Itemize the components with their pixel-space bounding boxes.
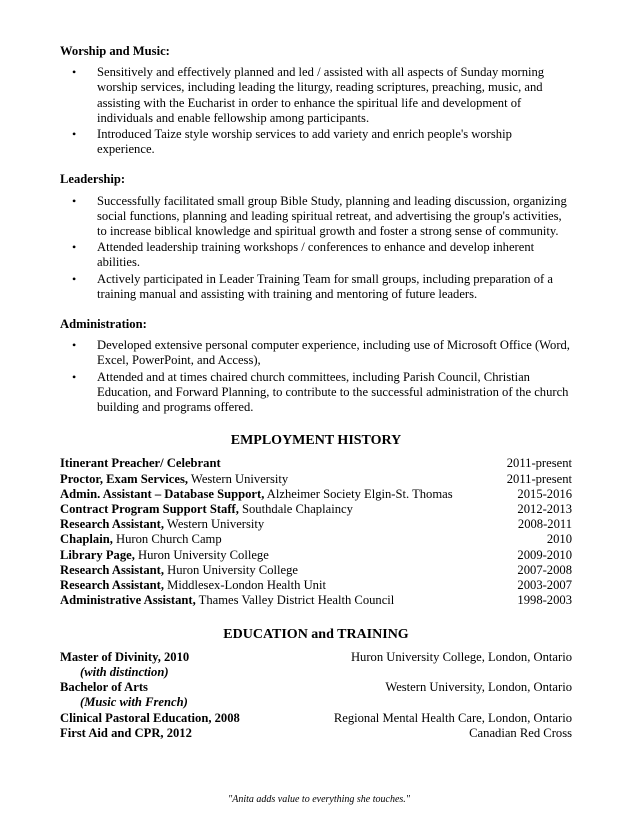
employment-row: Admin. Assistant – Database Support, Alzheimer Society Elgin-St. Thomas 2015-2016 [60,486,572,501]
bullet-icon: • [72,127,77,142]
education-list [60,650,572,741]
employment-row: Chaplain, Huron Church Camp 2010 [60,532,572,547]
administration-list [60,338,572,415]
list-item: • Sensitively and effectively planned and led / assisted with all aspects of Sunday morning worship services, including leading the liturgy, reading scriptures, preaching, music, and assisting with the Eucharist in order to enhance the spiritual life and development of individuals and enable fellowship among participants. [72,65,545,125]
employment-row: Library Page, Huron University College 2009-2010 [60,547,572,562]
list-item: • Successfully facilitated small group Bible Study, planning and leading discussion, organizing social functions, planning and leading spiritual retreat, and advertising the group's activities, to increase biblical knowledge and spiritual growth and foster a strong sense of community. [72,193,567,239]
bullet-icon: • [72,271,77,286]
employment-row: Research Assistant, Huron University College 2007-2008 [60,562,572,577]
bullet-icon: • [72,65,77,80]
employment-row: Research Assistant, Middlesex-London Health Unit 2003-2007 [60,578,572,593]
worship-list [60,65,572,157]
employment-row: Contract Program Support Staff, Southdale Chaplaincy 2012-2013 [60,502,572,517]
bullet-icon: • [72,338,77,353]
education-row: Bachelor of Arts Western University, London, Ontario [60,680,572,695]
bullet-icon: • [72,240,77,255]
list-item: • Actively participated in Leader Training Team for small groups, including preparation of a training manual and assisting with training and mentoring of future leaders. [72,271,553,301]
list-item: • Attended and at times chaired church committees, including Parish Council, Christian Education, and Forward Planning, to contribute to the successful administration of the church building and programs offered. [72,369,569,415]
employment-row: Itinerant Preacher/ Celebrant 2011-present [60,456,572,471]
education-row: Master of Divinity, 2010 Huron University College, London, Ontario [60,649,572,664]
list-item: • Attended leadership training workshops / conferences to enhance and develop inherent abilities. [72,240,535,270]
education-row: Clinical Pastoral Education, 2008 Regional Mental Health Care, London, Ontario [60,710,572,725]
section-heading-leadership: Leadership: [60,172,126,187]
education-note: (Music with French) [80,695,188,710]
education-row: First Aid and CPR, 2012 Canadian Red Cross [60,725,572,740]
leadership-list [60,194,572,302]
employment-row: Administrative Assistant, Thames Valley District Health Council 1998-2003 [60,593,572,608]
employment-row: Proctor, Exam Services, Western University 2011-present [60,471,572,486]
employment-heading: EMPLOYMENT HISTORY [230,433,402,449]
education-heading: EDUCATION and TRAINING [223,626,409,642]
education-note: (with distinction) [80,664,169,679]
bullet-icon: • [72,193,77,208]
list-item: • Developed extensive personal computer experience, including use of Microsoft Office (Word, Excel, PowerPoint, and Access), [72,338,570,368]
section-heading-administration: Administration: [60,317,147,332]
employment-list [60,456,572,608]
section-heading-worship: Worship and Music: [60,44,170,58]
bullet-icon: • [72,369,77,384]
employment-row: Research Assistant, Western University 2008-2011 [60,517,572,532]
footer-quote: "Anita adds value to everything she touches." [228,794,410,805]
list-item: • Introduced Taize style worship services to add variety and enrich people's worship experience. [72,127,512,157]
resume-page [60,44,572,741]
